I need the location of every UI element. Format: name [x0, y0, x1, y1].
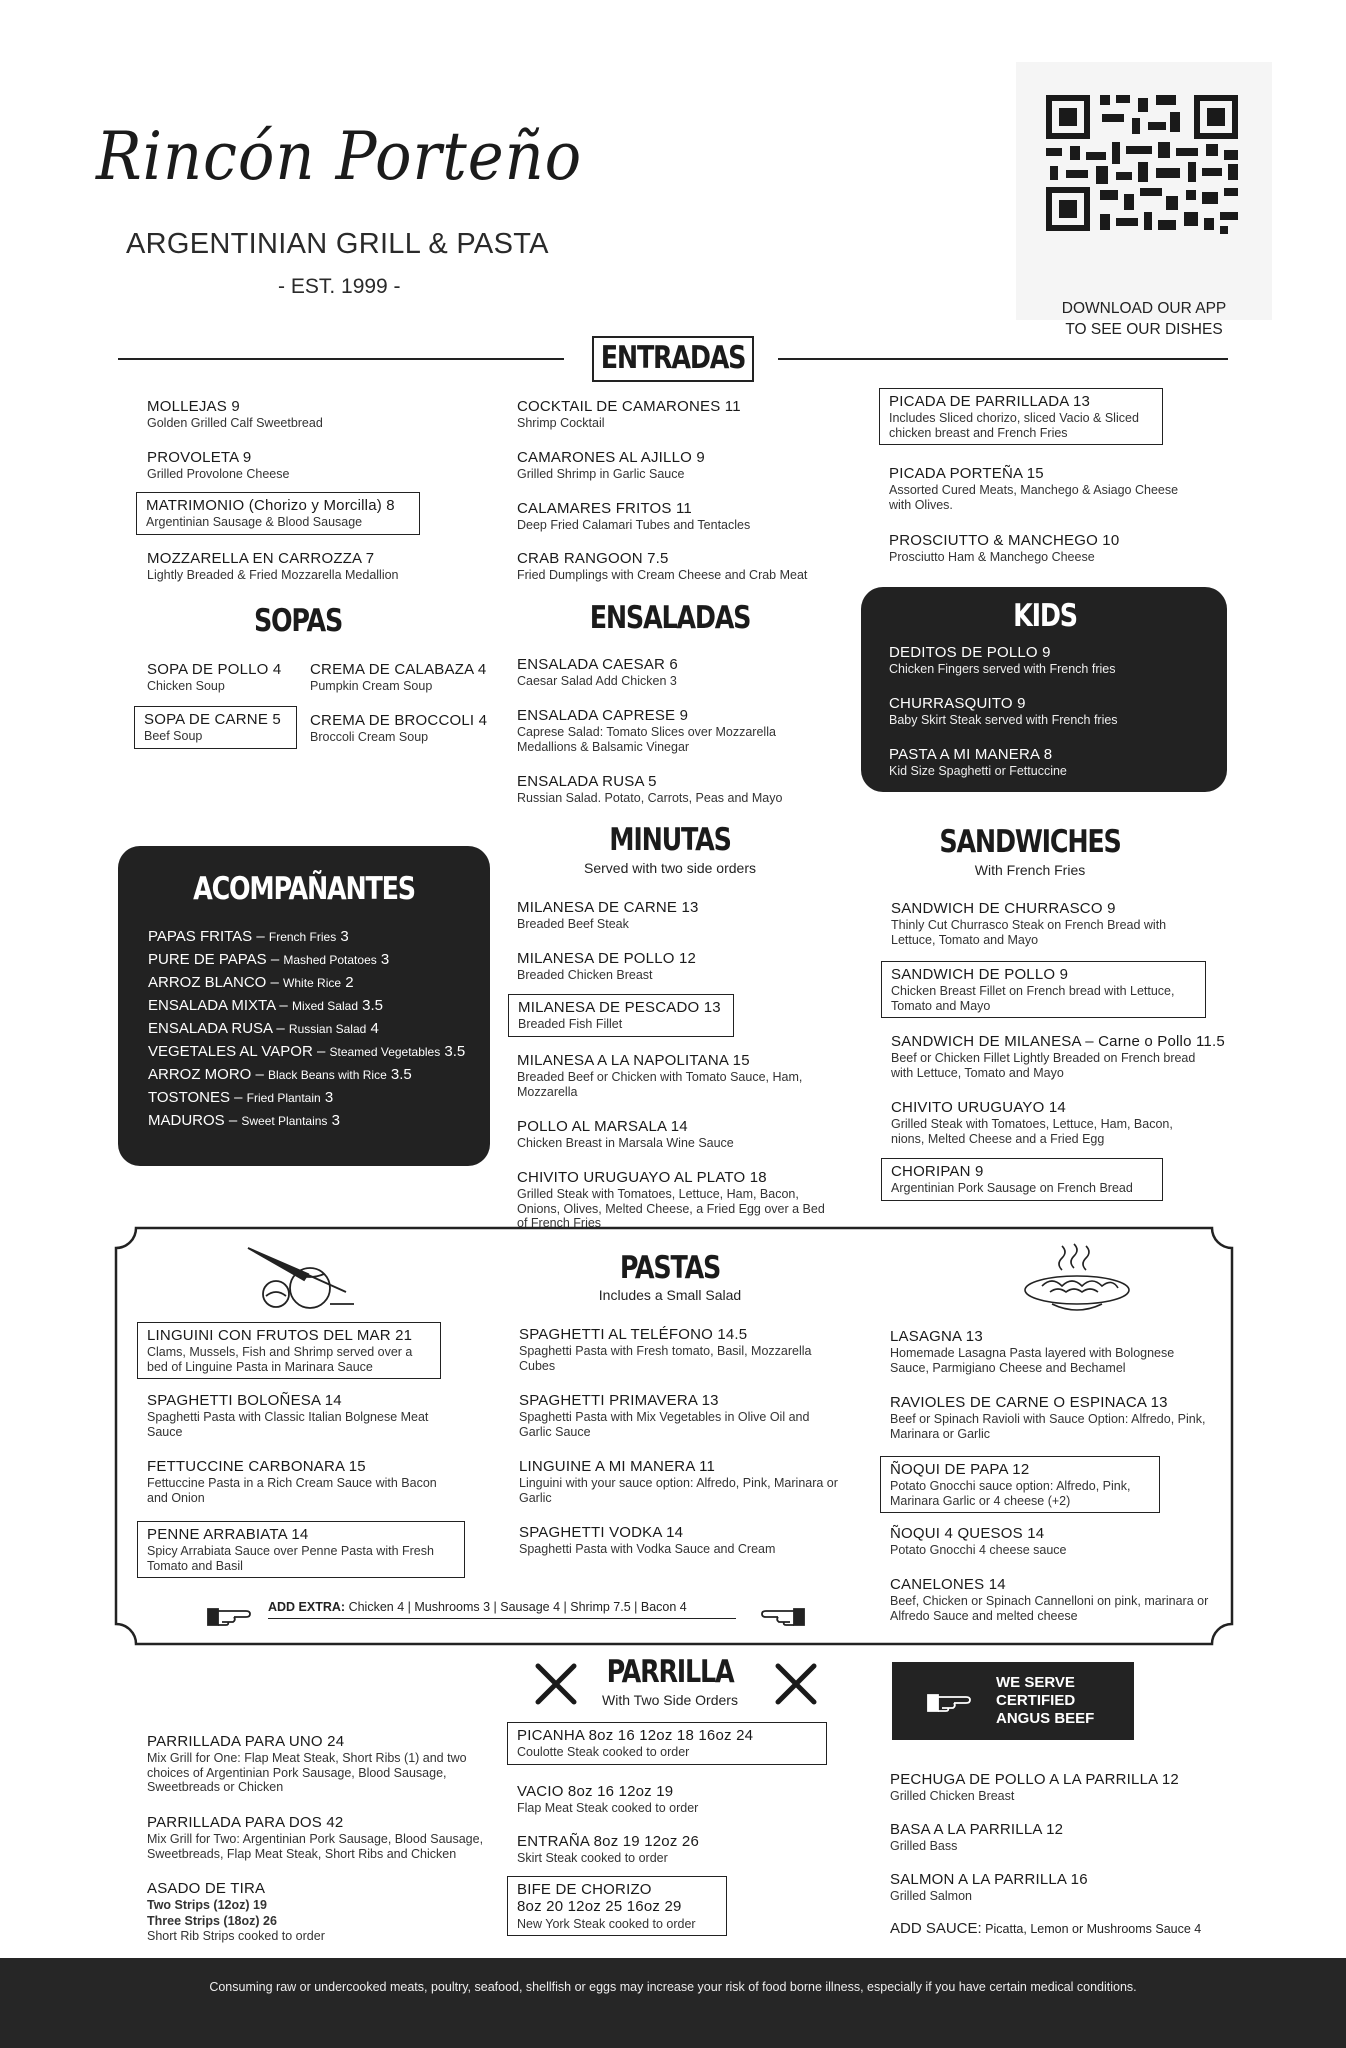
menu-item-featured: SOPA DE CARNE 5 Beef Soup [134, 706, 297, 749]
menu-item: MILANESA DE CARNE 13 Breaded Beef Steak [517, 899, 699, 932]
sopas-title: SOPAS [253, 603, 343, 639]
add-sauce-label: ADD SAUCE: [890, 1920, 982, 1937]
sandwiches-title: SANDWICHES [939, 824, 1121, 860]
badge-line: ANGUS BEEF [996, 1710, 1095, 1727]
menu-item-featured: BIFE DE CHORIZO 8oz 20 12oz 25 16oz 29 New York Steak cooked to order [507, 1876, 727, 1936]
menu-item: PARRILLADA PARA DOS 42 Mix Grill for Two: Argentinian Pork Sausage, Blood Sausage, Sweetbreads, Flap Meat Steak, Short Ribs and Chicken [147, 1814, 484, 1861]
menu-item: ENSALADA RUSA 5 Russian Salad. Potato, Carrots, Peas and Mayo [517, 773, 783, 806]
tomato-knife-icon [246, 1244, 356, 1312]
menu-item: PARRILLADA PARA UNO 24 Mix Grill for One: Flap Meat Steak, Short Ribs (1) and two choices of Argentinian Pork Sausage, Blood Sausage, Sweetbreads or Chicken [147, 1733, 467, 1794]
add-extra-options: Chicken 4 | Mushrooms 3 | Sausage 4 | Shrimp 7.5 | Bacon 4 [348, 1600, 687, 1614]
menu-item: CREMA DE CALABAZA 4 Pumpkin Cream Soup [310, 661, 487, 694]
food-safety-disclaimer: Consuming raw or undercooked meats, poultry, seafood, shellfish or eggs may increase your risk of food borne illness, especially if you have certain medical conditions. [209, 1980, 1137, 1994]
menu-item: CRAB RANGOON 7.5 Fried Dumplings with Cream Cheese and Crab Meat [517, 550, 808, 583]
minutas-title: MINUTAS [609, 822, 731, 858]
side-item: ARROZ MORO – Black Beans with Rice 3.5 [148, 1066, 412, 1083]
menu-item: ENSALADA CAESAR 6 Caesar Salad Add Chicken 3 [517, 656, 678, 689]
qr-code[interactable] [1016, 62, 1272, 338]
side-item: VEGETALES AL VAPOR – Steamed Vegetables 3.5 [148, 1043, 466, 1060]
restaurant-subtitle: ARGENTINIAN GRILL & PASTA [126, 228, 549, 260]
menu-item-featured: MATRIMONIO (Chorizo y Morcilla) 8 Argentinian Sausage & Blood Sausage [136, 492, 420, 535]
menu-item: ENSALADA CAPRESE 9 Caprese Salad: Tomato Slices over Mozzarella Medallions & Balsamic Vinegar [517, 707, 776, 754]
side-item: ENSALADA MIXTA – Mixed Salad 3.5 [148, 997, 384, 1014]
menu-item: FETTUCCINE CARBONARA 15 Fettuccine Pasta in a Rich Cream Sauce with Bacon and Onion [147, 1458, 437, 1505]
menu-item-featured: LINGUINI CON FRUTOS DEL MAR 21 Clams, Mussels, Fish and Shrimp served over a bed of Linguine Pasta in Marinara Sauce [137, 1322, 441, 1379]
menu-item: LASAGNA 13 Homemade Lasagna Pasta layered with Bolognese Sauce, Parmigiano Cheese and Bechamel [890, 1328, 1175, 1375]
menu-item: ENTRAÑA 8oz 19 12oz 26 Skirt Steak cooked to order [517, 1833, 699, 1866]
menu-item-featured: PICADA DE PARRILLADA 13 Includes Sliced chorizo, sliced Vacio & Sliced chicken breast and French Fries [879, 388, 1163, 445]
menu-item-featured: CHORIPAN 9 Argentinian Pork Sausage on French Bread [881, 1158, 1163, 1201]
pointing-hand-icon [206, 1603, 252, 1629]
menu-item: CHIVITO URUGUAYO 14 Grilled Steak with Tomatoes, Lettuce, Ham, Bacon, nions, Melted Cheese and a Fried Egg [891, 1099, 1173, 1146]
menu-item-featured: SANDWICH DE POLLO 9 Chicken Breast Fillet on French bread with Lettuce, Tomato and Mayo [881, 961, 1206, 1018]
parrilla-subtitle: With Two Side Orders [602, 1692, 738, 1708]
menu-item: SPAGHETTI BOLOÑESA 14 Spaghetti Pasta with Classic Italian Bolgnese Meat Sauce [147, 1392, 429, 1439]
add-sauce-options: Picatta, Lemon or Mushrooms Sauce 4 [985, 1922, 1202, 1936]
menu-item: VACIO 8oz 16 12oz 19 Flap Meat Steak cooked to order [517, 1783, 699, 1816]
menu-item: SPAGHETTI PRIMAVERA 13 Spaghetti Pasta with Mix Vegetables in Olive Oil and Garlic Sauce [519, 1392, 810, 1439]
menu-item: PASTA A MI MANERA 8 Kid Size Spaghetti or Fettuccine [889, 746, 1067, 779]
add-extra-line [268, 1600, 736, 1619]
menu-item: SPAGHETTI AL TELÉFONO 14.5 Spaghetti Pasta with Fresh tomato, Basil, Mozzarella Cubes [519, 1326, 812, 1373]
menu-item: PROVOLETA 9 Grilled Provolone Cheese [147, 449, 290, 482]
menu-item: PROSCIUTTO & MANCHEGO 10 Prosciutto Ham & Manchego Cheese [889, 532, 1120, 565]
badge-line: CERTIFIED [996, 1692, 1076, 1709]
menu-item: RAVIOLES DE CARNE O ESPINACA 13 Beef or Spinach Ravioli with Sauce Option: Alfredo, Pink, Marinara or Garlic [890, 1394, 1206, 1441]
menu-item: CANELONES 14 Beef, Chicken or Spinach Cannelloni on pink, marinara or Alfredo Sauce and melted cheese [890, 1576, 1209, 1623]
established-year: - EST. 1999 - [278, 275, 401, 298]
acompanantes-title: ACOMPAÑANTES [193, 871, 415, 907]
divider-right [778, 358, 1228, 360]
qr-code-icon [1016, 62, 1272, 262]
qr-caption-line1: DOWNLOAD OUR APP [1061, 300, 1227, 317]
menu-item: SANDWICH DE MILANESA – Carne o Pollo 11.5 Beef or Chicken Fillet Lightly Breaded on French bread with Lettuce, Tomato and Mayo [891, 1033, 1225, 1080]
menu-item: POLLO AL MARSALA 14 Chicken Breast in Marsala Wine Sauce [517, 1118, 734, 1151]
menu-item: SPAGHETTI VODKA 14 Spaghetti Pasta with Vodka Sauce and Cream [519, 1524, 776, 1557]
pointing-hand-icon [922, 1689, 976, 1715]
menu-item: CAMARONES AL AJILLO 9 Grilled Shrimp in Garlic Sauce [517, 449, 705, 482]
menu-item: ÑOQUI 4 QUESOS 14 Potato Gnocchi 4 cheese sauce [890, 1525, 1067, 1558]
entradas-title: ENTRADAS [600, 340, 746, 376]
pointing-hand-icon [760, 1603, 806, 1629]
menu-item-featured: MILANESA DE PESCADO 13 Breaded Fish Fillet [508, 994, 734, 1037]
pastas-subtitle: Includes a Small Salad [598, 1287, 742, 1303]
footer-bar [0, 1958, 1346, 2048]
add-extra-label: ADD EXTRA: [268, 1600, 346, 1614]
menu-item: CREMA DE BROCCOLI 4 Broccoli Cream Soup [310, 712, 488, 745]
menu-item-featured: PICANHA 8oz 16 12oz 18 16oz 24 Coulotte Steak cooked to order [507, 1722, 827, 1765]
sandwiches-subtitle: With French Fries [974, 862, 1086, 878]
ensaladas-title: ENSALADAS [589, 600, 751, 636]
side-item: TOSTONES – Fried Plantain 3 [148, 1089, 334, 1106]
add-sauce-line [890, 1920, 1201, 1937]
divider-left [118, 358, 564, 360]
parrilla-title: PARRILLA [606, 1654, 734, 1690]
qr-caption-line2: TO SEE OUR DISHES [1065, 321, 1223, 338]
menu-item: SOPA DE POLLO 4 Chicken Soup [147, 661, 282, 694]
menu-item: ASADO DE TIRA Two Strips (12oz) 19 Three Strips (18oz) 26 Short Rib Strips cooked to order [147, 1880, 325, 1943]
menu-item: CALAMARES FRITOS 11 Deep Fried Calamari Tubes and Tentacles [517, 500, 751, 533]
crossed-knives-icon [772, 1660, 820, 1708]
badge-line: WE SERVE [996, 1674, 1075, 1691]
menu-item: MILANESA DE POLLO 12 Breaded Chicken Breast [517, 950, 697, 983]
menu-item: PICADA PORTEÑA 15 Assorted Cured Meats, Manchego & Asiago Cheese with Olives. [889, 465, 1179, 512]
kids-title: KIDS [1013, 598, 1077, 634]
pasta-bowl-icon [1022, 1242, 1132, 1316]
menu-item: CHIVITO URUGUAYO AL PLATO 18 Grilled Steak with Tomatoes, Lettuce, Ham, Bacon, Onions, Olives, Melted Cheese, a Fried Egg over a Bed of French Fries [517, 1169, 825, 1230]
angus-beef-badge [892, 1662, 1134, 1740]
menu-item: COCKTAIL DE CAMARONES 11 Shrimp Cocktail [517, 398, 741, 431]
side-item: ARROZ BLANCO – White Rice 2 [148, 974, 354, 991]
menu-item: MOZZARELLA EN CARROZZA 7 Lightly Breaded & Fried Mozzarella Medallion [147, 550, 399, 583]
menu-item: SALMON A LA PARRILLA 16 Grilled Salmon [890, 1871, 1088, 1904]
menu-item-featured: PENNE ARRABIATA 14 Spicy Arrabiata Sauce over Penne Pasta with Fresh Tomato and Basil [137, 1521, 465, 1578]
pastas-title: PASTAS [619, 1250, 721, 1286]
minutas-subtitle: Served with two side orders [584, 860, 756, 876]
menu-item: MOLLEJAS 9 Golden Grilled Calf Sweetbread [147, 398, 323, 431]
menu-item: BASA A LA PARRILLA 12 Grilled Bass [890, 1821, 1064, 1854]
restaurant-logo: Rincón Porteño [96, 118, 583, 195]
menu-item-featured: ÑOQUI DE PAPA 12 Potato Gnocchi sauce option: Alfredo, Pink, Marinara Garlic or 4 cheese (+2) [880, 1456, 1160, 1513]
menu-item: LINGUINE A MI MANERA 11 Linguini with your sauce option: Alfredo, Pink, Marinara or Garlic [519, 1458, 838, 1505]
menu-item: PECHUGA DE POLLO A LA PARRILLA 12 Grilled Chicken Breast [890, 1771, 1179, 1804]
side-item: PAPAS FRITAS – French Fries 3 [148, 928, 349, 945]
side-item: ENSALADA RUSA – Russian Salad 4 [148, 1020, 379, 1037]
menu-item: CHURRASQUITO 9 Baby Skirt Steak served with French fries [889, 695, 1118, 728]
side-item: PURE DE PAPAS – Mashed Potatoes 3 [148, 951, 390, 968]
side-item: MADUROS – Sweet Plantains 3 [148, 1112, 340, 1129]
menu-item: MILANESA A LA NAPOLITANA 15 Breaded Beef or Chicken with Tomato Sauce, Ham, Mozzarella [517, 1052, 803, 1099]
menu-item: DEDITOS DE POLLO 9 Chicken Fingers served with French fries [889, 644, 1116, 677]
menu-item: SANDWICH DE CHURRASCO 9 Thinly Cut Churrasco Steak on French Bread with Lettuce, Tomato and Mayo [891, 900, 1167, 947]
